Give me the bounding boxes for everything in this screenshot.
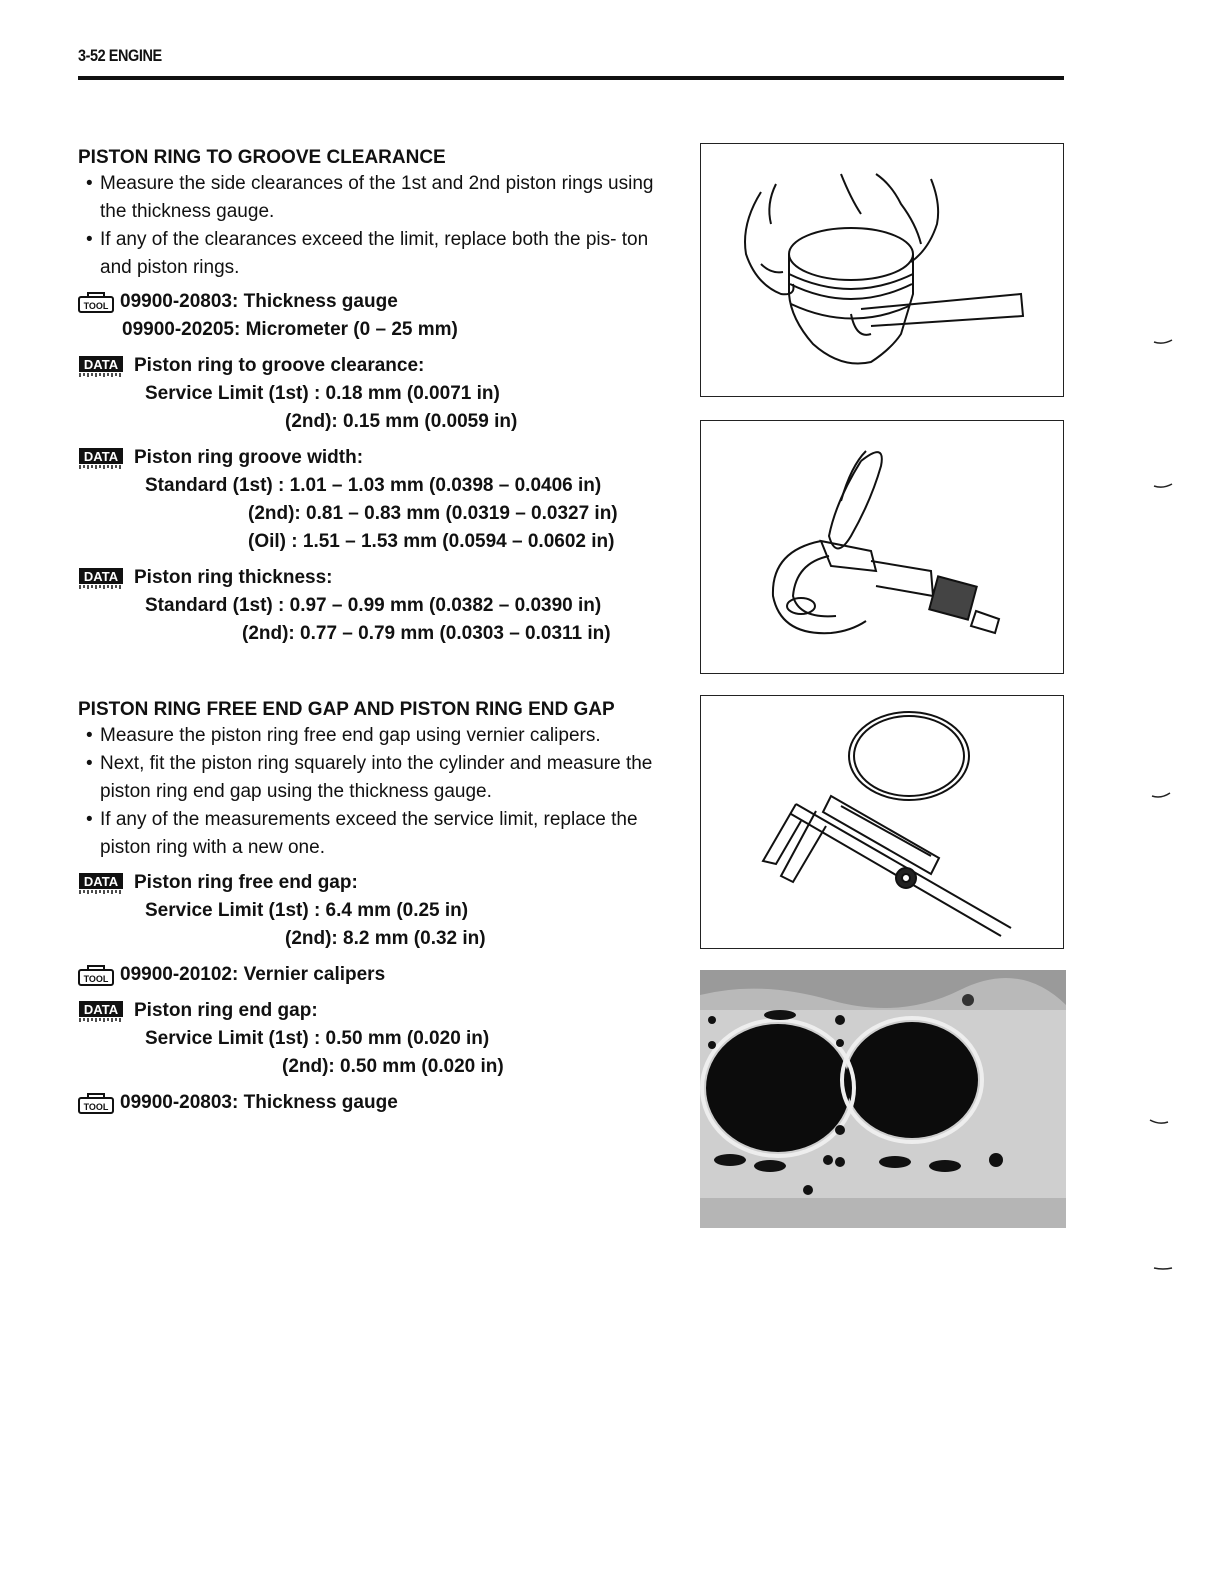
ring-thickness-2nd: (2nd): 0.77 – 0.79 mm (0.0303 – 0.0311 in) [242, 623, 611, 644]
tool-icon [78, 964, 114, 986]
tool-thickness-gauge-2: 09900-20803: Thickness gauge [120, 1092, 398, 1113]
bullet-item: • Next, fit the piston ring squarely into the cylinder and measure the piston ring end gap using the thickness gauge. [78, 750, 678, 806]
photo-cylinder-block [700, 970, 1066, 1228]
svg-text:DATA: DATA [83, 356, 119, 372]
svg-text:TOOL: TOOL [83, 973, 109, 984]
page-header [78, 46, 1064, 80]
end-gap-label: Piston ring end gap: [134, 1000, 318, 1021]
vernier-illustration [701, 696, 1063, 948]
bullet-item: • If any of the clearances exceed the limit, replace both the pis- ton and piston rings. [78, 226, 678, 282]
groove-width-oil: (Oil) : 1.51 – 1.53 mm (0.0594 – 0.0602 in) [248, 531, 615, 552]
data-line-ring-thickness [78, 564, 332, 592]
data-line-groove-width [78, 444, 363, 472]
edge-mark [1152, 480, 1174, 490]
data-icon [78, 567, 124, 589]
tool-micrometer: 09900-20205: Micrometer (0 – 25 mm) [122, 319, 458, 340]
data-icon [78, 355, 124, 377]
free-end-gap-2nd: (2nd): 8.2 mm (0.32 in) [285, 928, 486, 949]
edge-mark [1152, 1262, 1174, 1272]
svg-text:DATA: DATA [83, 448, 119, 464]
figure-piston-feeler-gauge [700, 143, 1064, 397]
ring-thickness-label: Piston ring thickness: [134, 567, 333, 588]
bullet-item: • If any of the measurements exceed the service limit, replace the piston ring with a new one. [78, 806, 678, 862]
edge-mark [1152, 336, 1174, 346]
data-line-end-gap [78, 997, 318, 1025]
edge-mark [1148, 1116, 1170, 1126]
ring-thickness-1st: Standard (1st) : 0.97 – 0.99 mm (0.0382 – 0.0390 in) [145, 595, 602, 616]
edge-mark [1150, 790, 1172, 800]
end-gap-1st: Service Limit (1st) : 0.50 mm (0.020 in) [145, 1028, 490, 1049]
tool-vernier-calipers: 09900-20102: Vernier calipers [120, 964, 386, 985]
bullet-item: • Measure the piston ring free end gap using vernier calipers. [78, 722, 678, 750]
piston-illustration [701, 144, 1063, 396]
cylinder-block-image [700, 970, 1066, 1228]
tool-line-vernier-calipers [78, 961, 385, 989]
tool-thickness-gauge: 09900-20803: Thickness gauge [120, 291, 398, 312]
tool-line-thickness-gauge [78, 288, 398, 316]
figure-vernier-calipers [700, 695, 1064, 949]
section2-bullets [78, 722, 678, 862]
svg-text:DATA: DATA [83, 873, 119, 889]
free-end-gap-label: Piston ring free end gap: [134, 872, 358, 893]
end-gap-2nd: (2nd): 0.50 mm (0.020 in) [282, 1056, 504, 1077]
section-title-end-gap: PISTON RING FREE END GAP AND PISTON RING END GAP [78, 699, 615, 720]
groove-clearance-2nd: (2nd): 0.15 mm (0.0059 in) [285, 411, 518, 432]
groove-clearance-1st: Service Limit (1st) : 0.18 mm (0.0071 in) [145, 383, 500, 404]
data-icon [78, 447, 124, 469]
groove-width-1st: Standard (1st) : 1.01 – 1.03 mm (0.0398 – 0.0406 in) [145, 475, 602, 496]
bullet-item: • Measure the side clearances of the 1st and 2nd piston rings using the thickness gauge. [78, 170, 678, 226]
tool-icon [78, 1092, 114, 1114]
svg-text:TOOL: TOOL [83, 1101, 109, 1112]
data-line-free-end-gap [78, 869, 358, 897]
micrometer-illustration [701, 421, 1063, 673]
groove-width-label: Piston ring groove width: [134, 447, 364, 468]
svg-text:TOOL: TOOL [83, 300, 109, 311]
data-icon [78, 1000, 124, 1022]
figure-micrometer-ring [700, 420, 1064, 674]
groove-clearance-label: Piston ring to groove clearance: [134, 355, 425, 376]
data-icon [78, 872, 124, 894]
groove-width-2nd: (2nd): 0.81 – 0.83 mm (0.0319 – 0.0327 in) [248, 503, 618, 524]
section-title-groove-clearance: PISTON RING TO GROOVE CLEARANCE [78, 147, 446, 168]
data-line-groove-clearance [78, 352, 424, 380]
section1-bullets [78, 170, 678, 282]
tool-icon [78, 291, 114, 313]
page-label: 3-52 ENGINE [78, 46, 162, 65]
tool-line-thickness-gauge-2 [78, 1089, 398, 1117]
free-end-gap-1st: Service Limit (1st) : 6.4 mm (0.25 in) [145, 900, 469, 921]
svg-text:DATA: DATA [83, 568, 119, 584]
svg-text:DATA: DATA [83, 1001, 119, 1017]
